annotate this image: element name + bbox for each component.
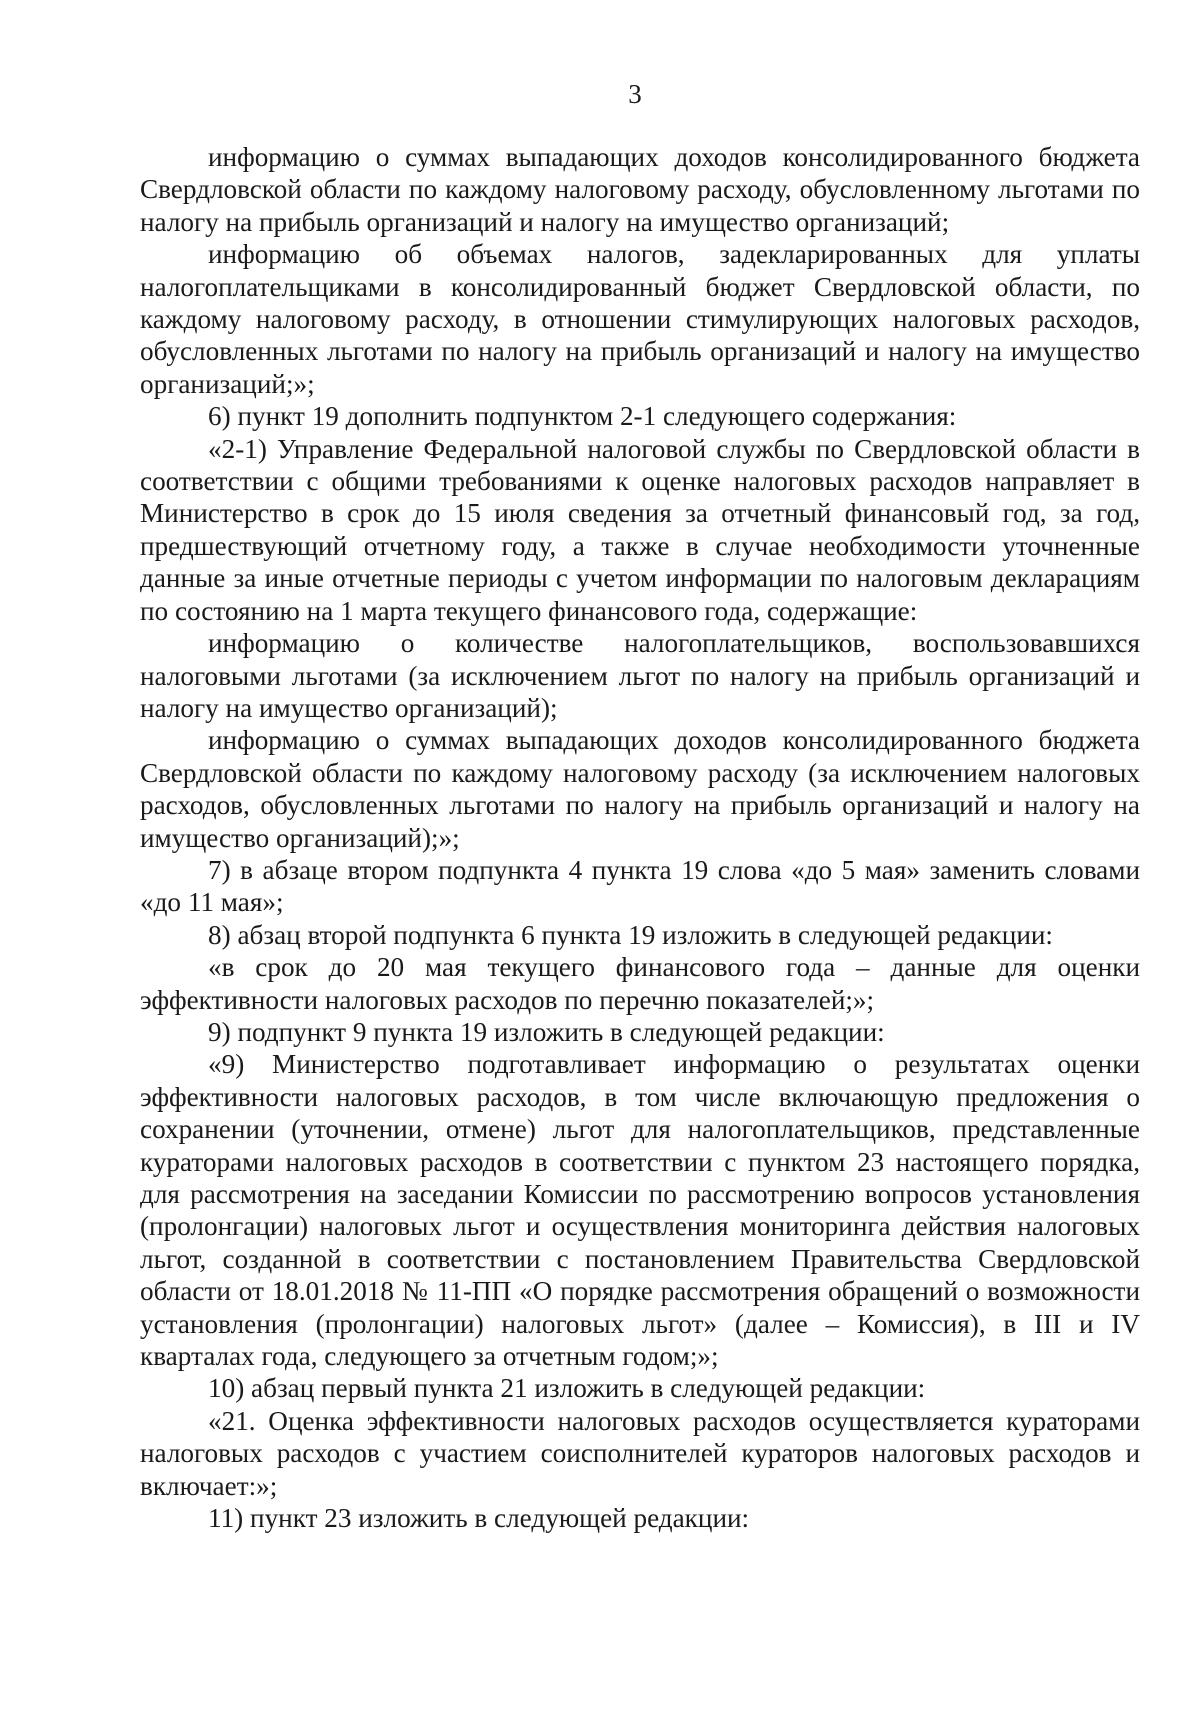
- paragraph: «9) Министерство подготавливает информацию о результатах оценки эффективности налоговых расходов, в том числе включающую предложения о сохранении (уточнении, отмене) льгот для налогоплательщиков, представленные кураторами налоговых расходов в соответствии с пунктом 23 настоящего порядка, для рассмотрения на заседании Комиссии по рассмотрению вопросов установления (пролонгации) налоговых льгот и осуществления мониторинга действия налоговых льгот, созданной в соответствии с постановлением Правительства Свердловской области от 18.01.2018 № 11-ПП «О порядке рассмотрения обращений о возможности установления (пролонгации) налоговых льгот» (далее – Комиссия), в III и IV кварталах года, следующего за отчетным годом;»;: [140, 1049, 1140, 1372]
- paragraph: 8) абзац второй подпункта 6 пункта 19 изложить в следующей редакции:: [208, 919, 1053, 950]
- paragraph: «в срок до 20 мая текущего финансового года – данные для оценки эффективности налоговых расходов по перечню показателей;»;: [140, 952, 1140, 1015]
- paragraph: «21. Оценка эффективности налоговых расходов осуществляется кураторами налоговых расходов с участием соисполнителей кураторов налоговых расходов и включает:»;: [140, 1405, 1140, 1501]
- paragraph: информацию об объемах налогов, задекларированных для уплаты налогоплательщиками в консолидированный бюджет Свердловской области, по каждому налоговому расходу, в отношении стимулирующих налоговых расходов, обусловленных льготами по налогу на прибыль организаций и налогу на имущество организаций;»;: [140, 239, 1140, 399]
- paragraph: 10) абзац первый пункта 21 изложить в следующей редакции:: [208, 1373, 926, 1404]
- paragraph: информацию о количестве налогоплательщиков, воспользовавшихся налоговыми льготами (за исключением льгот по налогу на прибыль организаций и налогу на имущество организаций);: [140, 628, 1140, 723]
- paragraph: 7) в абзаце втором подпункта 4 пункта 19 слова «до 5 мая» заменить словами «до 11 мая»;: [140, 854, 1140, 918]
- page-number: 3: [628, 79, 642, 109]
- paragraph: информацию о суммах выпадающих доходов консолидированного бюджета Свердловской области по каждому налоговому расходу (за исключением налоговых расходов, обусловленных льготами по налогу на прибыль организаций и налогу на имущество организаций);»;: [140, 725, 1140, 853]
- document-body: [140, 141, 1140, 1534]
- paragraph: 9) подпункт 9 пункта 19 изложить в следующей редакции:: [208, 1016, 885, 1047]
- paragraph: информацию о суммах выпадающих доходов консолидированного бюджета Свердловской области по каждому налоговому расходу, обусловленному льготами по налогу на прибыль организаций и налогу на имущество организаций;: [140, 142, 1140, 237]
- paragraph: 6) пункт 19 дополнить подпунктом 2-1 следующего содержания:: [208, 401, 957, 432]
- paragraph: 11) пункт 23 изложить в следующей редакции:: [208, 1503, 750, 1534]
- paragraph: «2-1) Управление Федеральной налоговой службы по Свердловской области в соответствии с общими требованиями к оценке налоговых расходов направляет в Министерство в срок до 15 июля сведения за отчетный финансовый год, за год, предшествующий отчетному году, а также в случае необходимости уточненные данные за иные отчетные периоды с учетом информации по налоговым декларациям по состоянию на 1 марта текущего финансового года, содержащие:: [140, 433, 1140, 626]
